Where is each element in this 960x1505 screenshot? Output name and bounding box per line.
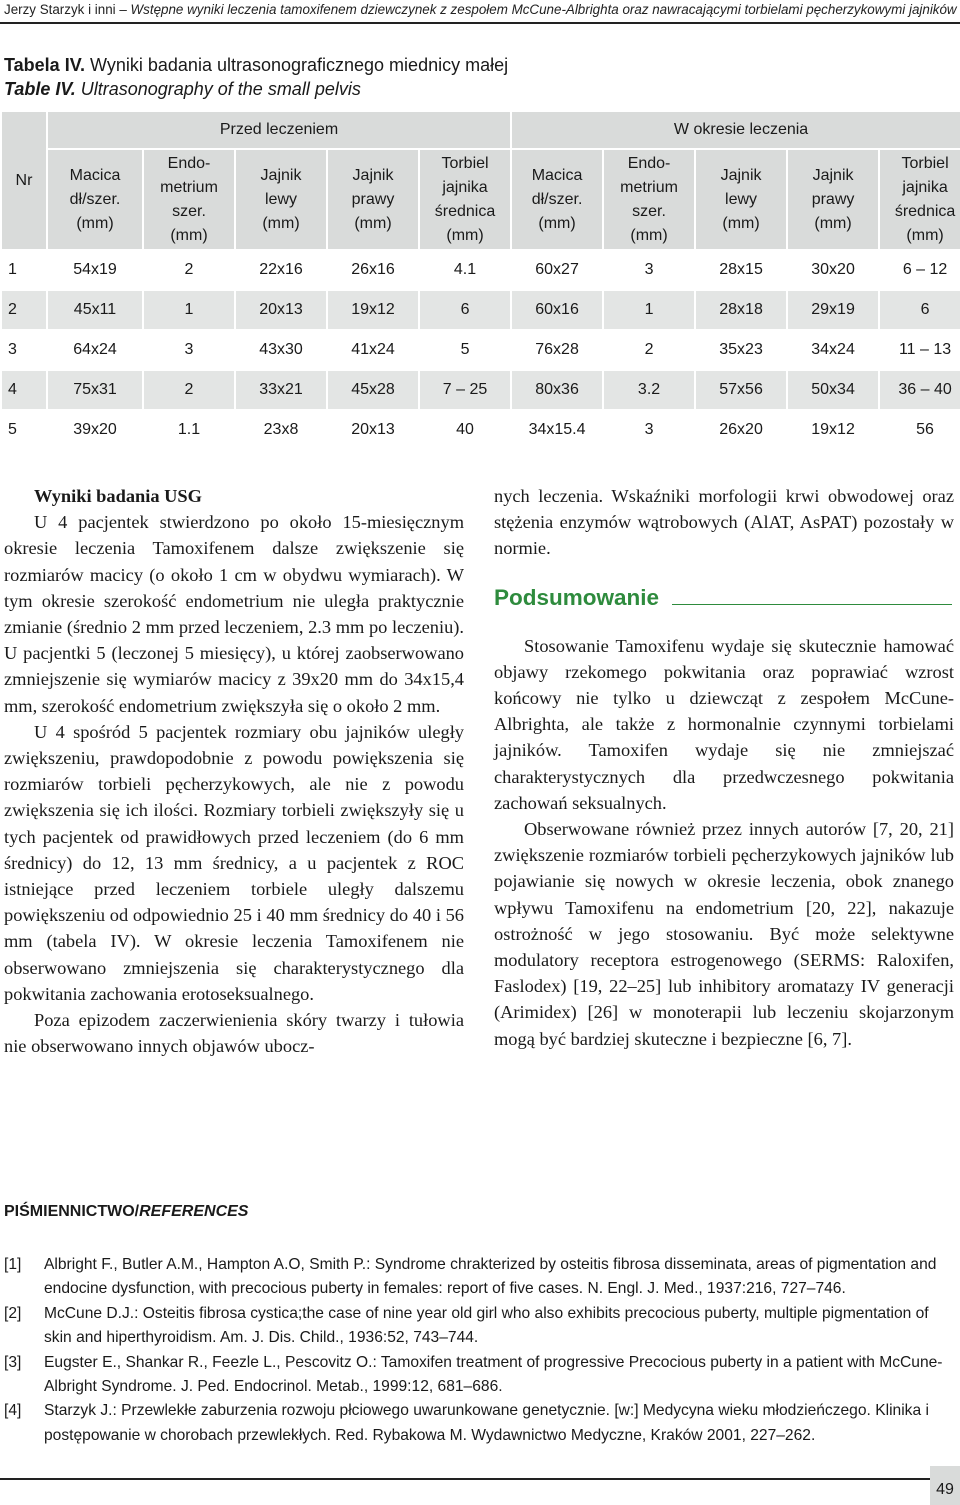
table-cell: 43x30 <box>236 331 326 369</box>
reference-text: Starzyk J.: Przewlekłe zaburzenia rozwoju płciowego uwarunkowane genetycznie. [w:] Medycyna wieku młodzieńczego. Klinika i postępowanie w chorobach przewlekłych. Red. Rybakowa M. Wydawnictwo Medyczne, Kraków 2001, 227–262. <box>44 1402 929 1444</box>
running-header <box>4 2 956 17</box>
section-heading-summary <box>494 574 954 621</box>
table-cell: 1.1 <box>144 411 234 449</box>
table-cell: 30x20 <box>788 251 878 289</box>
table-cell: 56 <box>880 411 960 449</box>
table-column-header-line: szer. <box>172 202 206 220</box>
table-column-header-line: (mm) <box>538 214 576 232</box>
table-column-header-line: (mm) <box>354 214 392 232</box>
table-column-header-line: dł/szer. <box>531 190 583 208</box>
section-heading-usg: Wyniki badania USG <box>34 486 202 506</box>
table-column-header-line: jajnika <box>902 178 948 196</box>
table-column-header-line: jajnika <box>442 178 488 196</box>
spacer <box>494 562 954 574</box>
table-column-header <box>420 150 510 249</box>
right-column <box>494 483 954 1052</box>
table-cell: 57x56 <box>696 371 786 409</box>
table-column-header-line: (mm) <box>906 226 944 244</box>
paragraph-summary-1: Stosowanie Tamoxifenu wydaje się skutecznie hamować objawy rzekomego pokwitania oraz poprawiać wzrost końcowy nie tylko u dziewcząt z zespołem McCune-Albrighta, ale także z hormonalnie czynnymi torbielami jajników. Tamoxifen wydaje się nie zmniejszać charakterystycznych dla przedwczesnego pokwitania zachowań seksualnych. <box>494 635 954 813</box>
table-cell: 60x27 <box>512 251 602 289</box>
table-caption-pl <box>4 55 508 76</box>
reference-number: [2] <box>4 1304 22 1322</box>
table-column-header-line: Torbiel <box>901 154 949 172</box>
references-heading <box>4 1203 248 1221</box>
table-cell: 20x13 <box>328 411 418 449</box>
header-rule <box>0 22 960 24</box>
table-column-header <box>144 150 234 249</box>
table-cell: 3.2 <box>604 371 694 409</box>
table-cell: 4 <box>2 371 46 409</box>
table-cell: 2 <box>2 291 46 329</box>
reference-number: [4] <box>4 1402 22 1420</box>
table-column-header-line: Torbiel <box>441 154 489 172</box>
table-caption-pl-label: Tabela IV. <box>4 55 86 75</box>
table-column-header-line: średnica <box>434 202 496 220</box>
reference-item <box>4 1302 954 1351</box>
table-column-header <box>512 150 602 249</box>
reference-item <box>4 1253 954 1302</box>
table-cell: 1 <box>2 251 46 289</box>
table-cell: 5 <box>2 411 46 449</box>
table-column-header <box>48 150 142 249</box>
table-cell: 6 – 12 <box>880 251 960 289</box>
table-cell: 5 <box>420 331 510 369</box>
references-heading-pl: PIŚMIENNICTWO/ <box>4 1203 140 1220</box>
table-cell: 1 <box>144 291 234 329</box>
table-column-header-line: szer. <box>632 202 666 220</box>
table-column-header-line: Endo- <box>167 154 211 172</box>
paragraph-usg-2: U 4 spośród 5 pacjentek rozmiary obu jajników uległy zwiększeniu, prawdopodobnie z powodu powiększenia się rozmiarów torbieli pęcherzykowych, ale nie z powodu zwiększenia się ich ilości. Rozmiary torbieli zwiększyły się u tych pacjentek od prawidłowych przed leczeniem (do 6 mm średnicy) do 12, 13 mm średnicy, a u pacjentek z ROC istniejące przed leczeniem torbiele uległy dalszemu powiększeniu od odpowiednio 25 i 40 mm średnicy do 40 i 56 mm (tabela IV). W okresie leczenia Tamoxifenem nie obserwowano zmniejszenia się charakterystycznego dla pokwitania zachowania erotoseksualnego. <box>4 721 464 1004</box>
table-cell: 60x16 <box>512 291 602 329</box>
ultrasonography-table <box>0 110 960 451</box>
table-cell: 28x18 <box>696 291 786 329</box>
table-column-header-line: lewy <box>264 190 297 208</box>
table-cell: 64x24 <box>48 331 142 369</box>
references-heading-en: REFERENCES <box>139 1203 249 1220</box>
reference-item <box>4 1351 954 1400</box>
table-cell: 11 – 13 <box>880 331 960 369</box>
section-heading-summary-text: Podsumowanie <box>494 584 660 610</box>
table-row <box>2 291 960 329</box>
paragraph-continued: nych leczenia. Wskaźniki morfologii krwi obwodowej oraz stężenia enzymów wątrobowych (AlAT, AsPAT) pozostały w normie. <box>494 486 954 559</box>
table-cell: 33x21 <box>236 371 326 409</box>
table-caption-en-text: Ultrasonography of the small pelvis <box>75 79 361 99</box>
table-row <box>2 251 960 289</box>
table-cell: 26x20 <box>696 411 786 449</box>
table-column-header <box>604 150 694 249</box>
table-row <box>2 331 960 369</box>
table-column-header <box>328 150 418 249</box>
table-body <box>2 251 960 449</box>
table-cell: 20x13 <box>236 291 326 329</box>
table-column-headers <box>2 150 960 249</box>
table-column-header <box>696 150 786 249</box>
table-cell: 40 <box>420 411 510 449</box>
reference-number: [3] <box>4 1353 22 1371</box>
table-cell: 7 – 25 <box>420 371 510 409</box>
paragraph-summary-2: Obserwowane również przez innych autorów [7, 20, 21] zwiększenie rozmiarów torbieli pęcherzykowych jajników lub pojawianie się nowych w okresie leczenia, obok znanego wpływu Tamoxifenu na endometrium [20, 22], nakazuje ostrożność w jego stosowaniu. Być może selektywne modulatory receptora estrogenowego (SERMS: Raloxifen, Faslodex) [19, 22–25] lub inhibitory aromatazy IV generacji (Arimidex) [26] w monoterapii lub leczeniu skojarzonym mogą być bardziej skuteczne i bezpieczne [6, 7]. <box>494 819 954 1049</box>
table-row <box>2 411 960 449</box>
table-header-nr: Nr <box>2 112 46 249</box>
footer-rule <box>0 1478 960 1480</box>
spacer <box>494 621 954 633</box>
table-cell: 19x12 <box>788 411 878 449</box>
table-cell: 45x28 <box>328 371 418 409</box>
section-heading-rule <box>672 604 952 606</box>
table-cell: 22x16 <box>236 251 326 289</box>
table-column-header <box>880 150 960 249</box>
table-caption-pl-text: Wyniki badania ultrasonograficznego miednicy małej <box>85 55 509 75</box>
table-cell: 2 <box>604 331 694 369</box>
table-column-header-line: metrium <box>620 178 678 196</box>
table-group-during: W okresie leczenia <box>512 112 960 148</box>
table-cell: 26x16 <box>328 251 418 289</box>
reference-text: Eugster E., Shankar R., Feezle L., Pescovitz O.: Tamoxifen treatment of progressive Precocious puberty in a patient with McCune-Albright Syndrome. J. Ped. Endocrinol. Metab., 1999:12, 681–686. <box>44 1353 943 1396</box>
table-column-header-line: (mm) <box>630 226 668 244</box>
table-column-header <box>788 150 878 249</box>
table-cell: 80x36 <box>512 371 602 409</box>
table-caption-en <box>4 79 361 100</box>
table-column-header-line: Macica <box>531 166 583 184</box>
table-cell: 2 <box>144 251 234 289</box>
table-column-header-line: dł/szer. <box>69 190 121 208</box>
table-column-header-line: Jajnik <box>720 166 762 184</box>
table-cell: 75x31 <box>48 371 142 409</box>
table-column-header-line: (mm) <box>170 226 208 244</box>
table-column-header-line: Jajnik <box>260 166 302 184</box>
table-column-header-line: lewy <box>725 190 758 208</box>
table-cell: 29x19 <box>788 291 878 329</box>
references-list <box>4 1253 954 1448</box>
table-cell: 34x24 <box>788 331 878 369</box>
table-cell: 50x34 <box>788 371 878 409</box>
table-column-header-line: (mm) <box>446 226 484 244</box>
table-cell: 6 <box>880 291 960 329</box>
table-cell: 54x19 <box>48 251 142 289</box>
table-cell: 35x23 <box>696 331 786 369</box>
table-cell: 3 <box>2 331 46 369</box>
paragraph-usg-1: U 4 pacjentek stwierdzono po około 15-miesięcznym okresie leczenia Tamoxifenem dalsze zwiększenie się rozmiarów macicy (o około 1 cm w obydwu wymiarach). W tym okresie szerokość endometrium nie uległa praktycznie zmianie (średnio 2 mm przed leczeniem, 2.3 mm po leczeniu). U pacjentki 5 (leczonej 5 miesięcy), u której zaobserwowano zmniejszenie się wymiarów macicy z 39x20 mm do 34x15,4 mm, szerokość endometrium zwiększyła się o około 2 mm. <box>4 512 464 716</box>
table-row <box>2 371 960 409</box>
paragraph-usg-3: Poza epizodem zaczerwienienia skóry twarzy i tułowia nie obserwowano innych objawów ubocz- <box>4 1010 464 1057</box>
table-cell: 2 <box>144 371 234 409</box>
table-cell: 19x12 <box>328 291 418 329</box>
table-column-header-line: prawy <box>351 190 395 208</box>
table-cell: 41x24 <box>328 331 418 369</box>
table-cell: 39x20 <box>48 411 142 449</box>
table-group-before: Przed leczeniem <box>48 112 510 148</box>
table-cell: 6 <box>420 291 510 329</box>
reference-number: [1] <box>4 1256 22 1273</box>
table-column-header-line: (mm) <box>722 214 760 232</box>
reference-text: McCune D.J.: Osteitis fibrosa cystica;the case of nine year old girl who also exhibits precocious puberty, multiple pigmentation of skin and hiperthyroidism. Am. J. Dis. Child., 1936:52, 743–744. <box>44 1304 929 1347</box>
table-cell: 28x15 <box>696 251 786 289</box>
table-column-header-line: Macica <box>69 166 121 184</box>
table-cell: 45x11 <box>48 291 142 329</box>
table-cell: 3 <box>604 411 694 449</box>
header-authors: Jerzy Starzyk i inni – <box>4 2 127 17</box>
table-column-header-line: prawy <box>811 190 855 208</box>
table-cell: 3 <box>604 251 694 289</box>
table-column-header-line: (mm) <box>262 214 300 232</box>
table-column-header <box>236 150 326 249</box>
left-column <box>4 483 464 1059</box>
table-column-header-line: Endo- <box>627 154 671 172</box>
table-column-header-line: (mm) <box>76 214 114 232</box>
table-cell: 36 – 40 <box>880 371 960 409</box>
table-cell: 34x15.4 <box>512 411 602 449</box>
table-cell: 3 <box>144 331 234 369</box>
page-number: 49 <box>936 1481 954 1498</box>
table-column-header-line: Jajnik <box>812 166 854 184</box>
table-column-header-line: (mm) <box>814 214 852 232</box>
table-column-header-line: średnica <box>894 202 956 220</box>
table-cell: 23x8 <box>236 411 326 449</box>
reference-text: Albright F., Butler A.M., Hampton A.O, Smith P.: Syndrome chrakterized by osteitis fibrosa disseminata, areas of pigmentation and endocine dysfunction, with precocious puberty in females: report of five cases. N. Engl. J. Med., 1937:216, 727–746. <box>44 1256 937 1298</box>
reference-item <box>4 1399 954 1448</box>
table-column-header-line: Jajnik <box>352 166 394 184</box>
table-cell: 1 <box>604 291 694 329</box>
table-cell: 76x28 <box>512 331 602 369</box>
table-caption-en-label: Table IV. <box>4 79 76 99</box>
table-column-header-line: metrium <box>160 178 218 196</box>
table-cell: 4.1 <box>420 251 510 289</box>
header-article-title: Wstępne wyniki leczenia tamoxifenem dziewczynek z zespołem McCune-Albrighta oraz nawracającymi torbielami pęcherzykowymi jajników <box>130 2 957 17</box>
